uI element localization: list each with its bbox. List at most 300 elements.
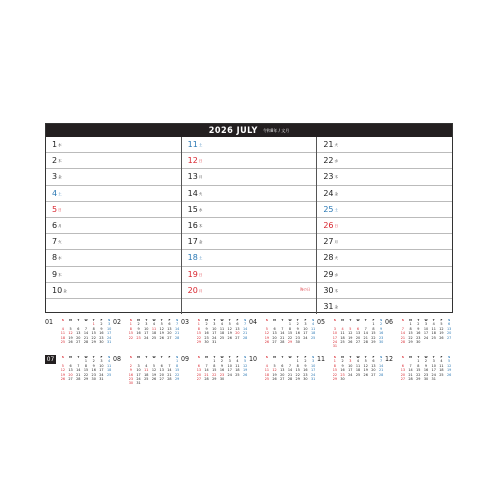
weekday-initial: T — [281, 355, 284, 359]
mini-day: 9 — [304, 363, 307, 368]
day-cell — [46, 299, 181, 314]
weekday-initial: T — [213, 318, 216, 322]
weekday-initial: T — [228, 318, 231, 322]
mini-day: 29 — [408, 339, 413, 344]
mini-day: 25 — [355, 372, 361, 377]
day-of-week: 金 — [58, 175, 62, 180]
mini-day: 25 — [106, 372, 112, 377]
mini-month-grid — [195, 355, 249, 388]
weekday-initial: S — [108, 355, 111, 359]
mini-day: 26 — [151, 376, 157, 381]
mini-day: 9 — [129, 368, 132, 373]
mini-day: 4 — [152, 322, 156, 327]
day-number: 25 — [323, 204, 334, 214]
mini-day: 10 — [310, 363, 316, 368]
weekday-initial: F — [372, 318, 375, 322]
day-of-week: 木 — [334, 288, 339, 293]
mini-day: 19 — [242, 368, 248, 373]
mini-day: 17 — [303, 331, 308, 336]
day-column-3 — [317, 137, 452, 314]
mini-day: 16 — [303, 368, 308, 373]
mini-day: 14 — [204, 368, 209, 373]
mini-month-label: 01 — [45, 318, 54, 326]
mini-day: 30 — [91, 376, 96, 381]
mini-day: 30 — [340, 376, 345, 381]
mini-day: 28 — [242, 335, 248, 340]
mini-day: 22 — [212, 372, 217, 377]
weekday-initial: W — [152, 318, 156, 322]
day-number: 7 — [52, 237, 58, 247]
day-number: 17 — [187, 237, 198, 247]
weekday-initial: T — [349, 318, 352, 322]
mini-month-grid — [331, 355, 385, 388]
mini-day: 2 — [205, 322, 208, 327]
day-number: 11 — [187, 140, 198, 150]
mini-day: 27 — [235, 335, 240, 340]
mini-month-grid — [127, 355, 181, 388]
mini-day: 27 — [400, 376, 406, 381]
mini-day: 18 — [106, 368, 112, 373]
mini-day: 17 — [144, 331, 149, 336]
weekday-initial: T — [281, 318, 284, 322]
weekday-initial: M — [409, 318, 412, 322]
mini-day: 21 — [287, 372, 293, 377]
mini-day: 29 — [196, 339, 202, 344]
mini-day: 24 — [212, 335, 217, 340]
day-number: 8 — [52, 253, 58, 263]
mini-day: 4 — [145, 363, 148, 368]
mini-day: 14 — [76, 368, 81, 373]
day-cell — [46, 283, 181, 299]
weekday-initial: M — [273, 318, 276, 322]
mini-day: 31 — [99, 376, 104, 381]
day-number: 3 — [52, 172, 58, 182]
mini-day: 3 — [432, 359, 435, 364]
mini-day: 20 — [167, 331, 172, 336]
day-cell — [182, 267, 317, 283]
mini-day: 24 — [227, 372, 232, 377]
mini-day: 15 — [196, 331, 202, 336]
mini-day: 18 — [340, 335, 345, 340]
mini-day: 6 — [356, 326, 360, 331]
mini-day: 20 — [159, 372, 164, 377]
mini-day: 4 — [440, 359, 443, 364]
mini-day: 24 — [144, 335, 149, 340]
day-cell — [182, 169, 317, 185]
mini-day: 25 — [439, 372, 444, 377]
day-cell — [182, 283, 317, 299]
mini-day: 30 — [128, 381, 134, 386]
day-of-week: 月 — [198, 288, 203, 293]
weekday-initial: S — [333, 355, 336, 359]
mini-day: 20 — [68, 372, 73, 377]
mini-day: 8 — [176, 363, 179, 368]
mini-day: 18 — [144, 372, 149, 377]
mini-day: 4 — [265, 363, 268, 368]
mini-day: 19 — [227, 331, 232, 336]
mini-month-label: 12 — [385, 355, 394, 363]
day-number: 16 — [187, 221, 198, 231]
mini-day: 10 — [144, 326, 149, 331]
weekday-initial: M — [273, 355, 276, 359]
weekday-initial: S — [448, 318, 451, 322]
mini-day: 6 — [236, 322, 239, 327]
weekday-initial: M — [409, 355, 412, 359]
mini-day: 2 — [424, 359, 428, 364]
mini-day: 5 — [228, 322, 231, 327]
mini-month-grid — [195, 318, 249, 351]
weekday-initial: W — [356, 355, 360, 359]
mini-day: 29 — [295, 376, 300, 381]
mini-day: 15 — [91, 331, 96, 336]
mini-day: 3 — [100, 359, 103, 364]
mini-day: 21 — [242, 331, 248, 336]
day-of-week: 日 — [334, 224, 339, 229]
mini-day: 30 — [295, 339, 300, 344]
mini-day: 3 — [228, 359, 231, 364]
day-of-week: 金 — [334, 191, 339, 196]
mini-day: 12 — [60, 368, 66, 373]
mini-day: 7 — [84, 326, 88, 331]
mini-day: 10 — [348, 363, 353, 368]
mini-day: 12 — [151, 368, 157, 373]
weekday-initial: T — [417, 355, 420, 359]
weekday-initial: W — [424, 355, 428, 359]
mini-day: 3 — [333, 326, 336, 331]
weekday-initial: F — [372, 355, 375, 359]
day-of-week: 土 — [198, 256, 203, 261]
mini-day: 6 — [448, 322, 451, 327]
mini-day: 19 — [159, 331, 164, 336]
mini-day: 3 — [349, 359, 352, 364]
mini-day: 8 — [197, 326, 200, 331]
day-number: 28 — [323, 253, 334, 263]
weekday-initial: S — [197, 355, 200, 359]
mini-day: 13 — [446, 326, 452, 331]
mini-day: 19 — [439, 331, 444, 336]
mini-day: 18 — [151, 331, 157, 336]
day-cell — [317, 202, 452, 218]
weekday-initial: M — [69, 355, 72, 359]
day-of-week: 木 — [58, 159, 62, 164]
mini-day: 8 — [333, 363, 336, 368]
day-of-week: 土 — [198, 143, 203, 148]
weekday-initial: T — [432, 318, 435, 322]
mini-day: 12 — [68, 331, 73, 336]
day-cell — [317, 137, 452, 153]
mini-day: 23 — [303, 372, 308, 377]
weekday-initial: F — [236, 355, 239, 359]
mini-day: 19 — [363, 368, 368, 373]
weekday-initial: S — [265, 355, 268, 359]
mini-day: 8 — [296, 363, 299, 368]
mini-day: 22 — [196, 335, 202, 340]
mini-day: 12 — [227, 326, 232, 331]
mini-month — [113, 318, 181, 351]
mini-day: 12 — [348, 331, 353, 336]
mini-day: 29 — [174, 376, 180, 381]
weekday-initial: T — [77, 355, 80, 359]
mini-day: 16 — [91, 368, 96, 373]
mini-day: 7 — [168, 363, 171, 368]
mini-day: 11 — [219, 326, 225, 331]
mini-day: 7 — [380, 359, 383, 364]
day-of-week: 日 — [198, 159, 203, 164]
mini-day: 7 — [281, 326, 284, 331]
day-of-week: 金 — [198, 240, 203, 245]
mini-day: 8 — [213, 363, 216, 368]
mini-day: 21 — [76, 372, 81, 377]
mini-day: 2 — [220, 359, 224, 364]
mini-day: 3 — [108, 322, 111, 327]
month-title: 2026 JULY — [208, 125, 258, 136]
mini-day: 5 — [160, 322, 163, 327]
mini-day: 14 — [174, 326, 180, 331]
mini-day: 16 — [295, 331, 300, 336]
mini-day: 20 — [355, 335, 361, 340]
mini-day: 8 — [92, 326, 95, 331]
weekday-initial: F — [168, 318, 171, 322]
mini-day: 11 — [439, 363, 444, 368]
mini-day: 14 — [408, 368, 413, 373]
mini-day: 28 — [363, 339, 368, 344]
mini-day: 22 — [408, 335, 413, 340]
mini-day: 12 — [159, 326, 164, 331]
mini-day: 7 — [364, 326, 367, 331]
mini-day: 15 — [212, 368, 217, 373]
mini-day: 19 — [348, 335, 353, 340]
mini-day: 9 — [220, 363, 224, 368]
mini-day: 23 — [204, 335, 209, 340]
day-of-week: 月 — [58, 224, 62, 229]
mini-day: 24 — [348, 372, 353, 377]
mini-day: 28 — [76, 376, 81, 381]
mini-month-label: 04 — [249, 318, 258, 326]
mini-day: 4 — [220, 322, 224, 327]
mini-day: 26 — [348, 339, 353, 344]
mini-day: 1 — [372, 322, 375, 327]
mini-day: 18 — [431, 331, 436, 336]
mini-day: 31 — [212, 339, 217, 344]
mini-day: 15 — [408, 331, 413, 336]
mini-day: 19 — [60, 372, 66, 377]
mini-day: 30 — [416, 339, 421, 344]
mini-day: 18 — [60, 335, 66, 340]
mini-day: 22 — [416, 372, 421, 377]
mini-day: 14 — [242, 326, 248, 331]
mini-day: 28 — [287, 376, 293, 381]
weekday-initial: M — [341, 318, 344, 322]
mini-day: 7 — [176, 322, 179, 327]
mini-day: 21 — [363, 335, 368, 340]
mini-day: 31 — [431, 376, 436, 381]
mini-day: 18 — [310, 331, 316, 336]
mini-day: 17 — [431, 368, 436, 373]
mini-day: 9 — [296, 326, 299, 331]
day-of-week: 木 — [334, 175, 339, 180]
mini-day: 13 — [235, 326, 240, 331]
mini-day: 20 — [272, 335, 277, 340]
mini-day: 9 — [424, 363, 428, 368]
mini-day: 22 — [91, 335, 96, 340]
weekday-initial: T — [432, 355, 435, 359]
mini-day: 5 — [265, 326, 268, 331]
mini-day: 11 — [106, 363, 112, 368]
day-column-1 — [46, 137, 182, 314]
day-number: 1 — [52, 140, 58, 150]
day-cell — [46, 186, 181, 202]
mini-day: 21 — [167, 372, 172, 377]
mini-day: 21 — [83, 335, 89, 340]
mini-day: 15 — [371, 331, 376, 336]
mini-day: 5 — [152, 363, 156, 368]
mini-day: 9 — [100, 326, 103, 331]
mini-day: 13 — [280, 368, 285, 373]
mini-day: 20 — [400, 372, 406, 377]
mini-day: 17 — [348, 368, 353, 373]
mini-day: 19 — [68, 335, 73, 340]
weekday-initial: M — [137, 355, 140, 359]
mini-month — [113, 355, 181, 388]
weekday-initial: W — [356, 318, 360, 322]
mini-day: 8 — [372, 326, 375, 331]
mini-day: 7 — [77, 363, 80, 368]
mini-day: 8 — [84, 363, 88, 368]
mini-day: 17 — [136, 372, 141, 377]
weekday-initial: T — [364, 318, 367, 322]
mini-month-grid — [59, 355, 113, 388]
mini-day: 27 — [196, 376, 202, 381]
mini-day: 17 — [227, 368, 232, 373]
mini-month — [317, 355, 385, 388]
mini-day: 11 — [355, 363, 361, 368]
mini-month-label: 08 — [113, 355, 122, 363]
day-number: 29 — [323, 269, 334, 279]
mini-day: 22 — [174, 372, 180, 377]
mini-month-label: 10 — [249, 355, 258, 363]
day-number: 20 — [187, 285, 198, 295]
mini-month-label: 11 — [317, 355, 326, 363]
mini-day: 11 — [144, 368, 149, 373]
mini-day: 26 — [159, 335, 164, 340]
mini-day: 16 — [136, 331, 141, 336]
mini-day: 2 — [129, 363, 132, 368]
mini-day: 28 — [174, 335, 180, 340]
mini-day: 10 — [227, 363, 232, 368]
mini-day: 27 — [68, 376, 73, 381]
mini-day: 28 — [400, 339, 406, 344]
mini-day: 10 — [212, 326, 217, 331]
weekday-initial: F — [100, 355, 103, 359]
mini-day: 30 — [378, 339, 384, 344]
mini-day: 12 — [439, 326, 444, 331]
mini-day: 1 — [288, 322, 292, 327]
day-cell — [182, 186, 317, 202]
weekday-initial: F — [304, 318, 307, 322]
mini-day: 14 — [378, 363, 384, 368]
mini-day: 26 — [68, 339, 73, 344]
day-cell — [317, 267, 452, 283]
mini-day: 26 — [242, 372, 248, 377]
mini-day: 25 — [219, 335, 225, 340]
mini-day: 18 — [219, 331, 225, 336]
day-cell — [46, 250, 181, 266]
mini-month-label: 02 — [113, 318, 122, 326]
weekday-initial: T — [364, 355, 367, 359]
mini-day: 2 — [92, 359, 95, 364]
mini-day: 2 — [100, 322, 103, 327]
calendar-sheet — [45, 123, 453, 313]
mini-day: 5 — [61, 363, 64, 368]
day-cell — [182, 202, 317, 218]
day-number: 15 — [187, 204, 198, 214]
mini-day: 16 — [340, 368, 345, 373]
mini-day: 23 — [378, 335, 384, 340]
weekday-initial: T — [145, 355, 148, 359]
day-of-week: 火 — [334, 143, 339, 148]
day-number: 21 — [323, 140, 334, 150]
day-cell — [182, 137, 317, 153]
mini-day: 20 — [76, 335, 81, 340]
weekday-initial: S — [176, 355, 179, 359]
mini-day: 6 — [69, 363, 72, 368]
mini-day: 18 — [439, 368, 444, 373]
weekday-initial: T — [92, 318, 95, 322]
day-number: 24 — [323, 188, 334, 198]
weekday-initial: S — [401, 318, 404, 322]
day-number: 13 — [187, 172, 198, 182]
mini-day: 16 — [378, 331, 384, 336]
mini-day: 9 — [137, 326, 140, 331]
mini-month-label: 07 — [46, 355, 55, 363]
mini-day: 10 — [136, 368, 141, 373]
mini-day: 1 — [84, 359, 88, 364]
mini-day: 1 — [129, 322, 132, 327]
mini-day: 20 — [196, 372, 202, 377]
day-cell — [317, 153, 452, 169]
mini-day: 3 — [137, 363, 140, 368]
mini-day: 9 — [380, 326, 383, 331]
mini-day: 17 — [310, 368, 316, 373]
weekday-initial: W — [84, 318, 88, 322]
mini-day: 11 — [264, 368, 270, 373]
day-number: 6 — [52, 221, 58, 231]
mini-day: 21 — [400, 335, 406, 340]
mini-day: 5 — [273, 363, 276, 368]
mini-day: 15 — [416, 368, 421, 373]
weekday-initial: S — [312, 318, 315, 322]
weekday-initial: M — [137, 318, 140, 322]
mini-day: 16 — [219, 368, 225, 373]
weekday-initial: F — [100, 318, 103, 322]
mini-day: 27 — [159, 376, 164, 381]
day-of-week: 月 — [334, 240, 339, 245]
day-cell — [317, 299, 452, 314]
weekday-initial: S — [61, 355, 64, 359]
mini-day: 3 — [424, 322, 428, 327]
day-number: 31 — [323, 301, 334, 311]
weekday-initial: T — [296, 355, 299, 359]
mini-day: 13 — [167, 326, 172, 331]
day-column-2 — [182, 137, 318, 314]
weekday-initial: T — [92, 355, 95, 359]
mini-day: 24 — [332, 339, 338, 344]
mini-day: 2 — [417, 322, 420, 327]
mini-day: 30 — [204, 339, 209, 344]
mini-day: 21 — [378, 368, 384, 373]
mini-day: 12 — [272, 368, 277, 373]
mini-day: 3 — [213, 322, 216, 327]
